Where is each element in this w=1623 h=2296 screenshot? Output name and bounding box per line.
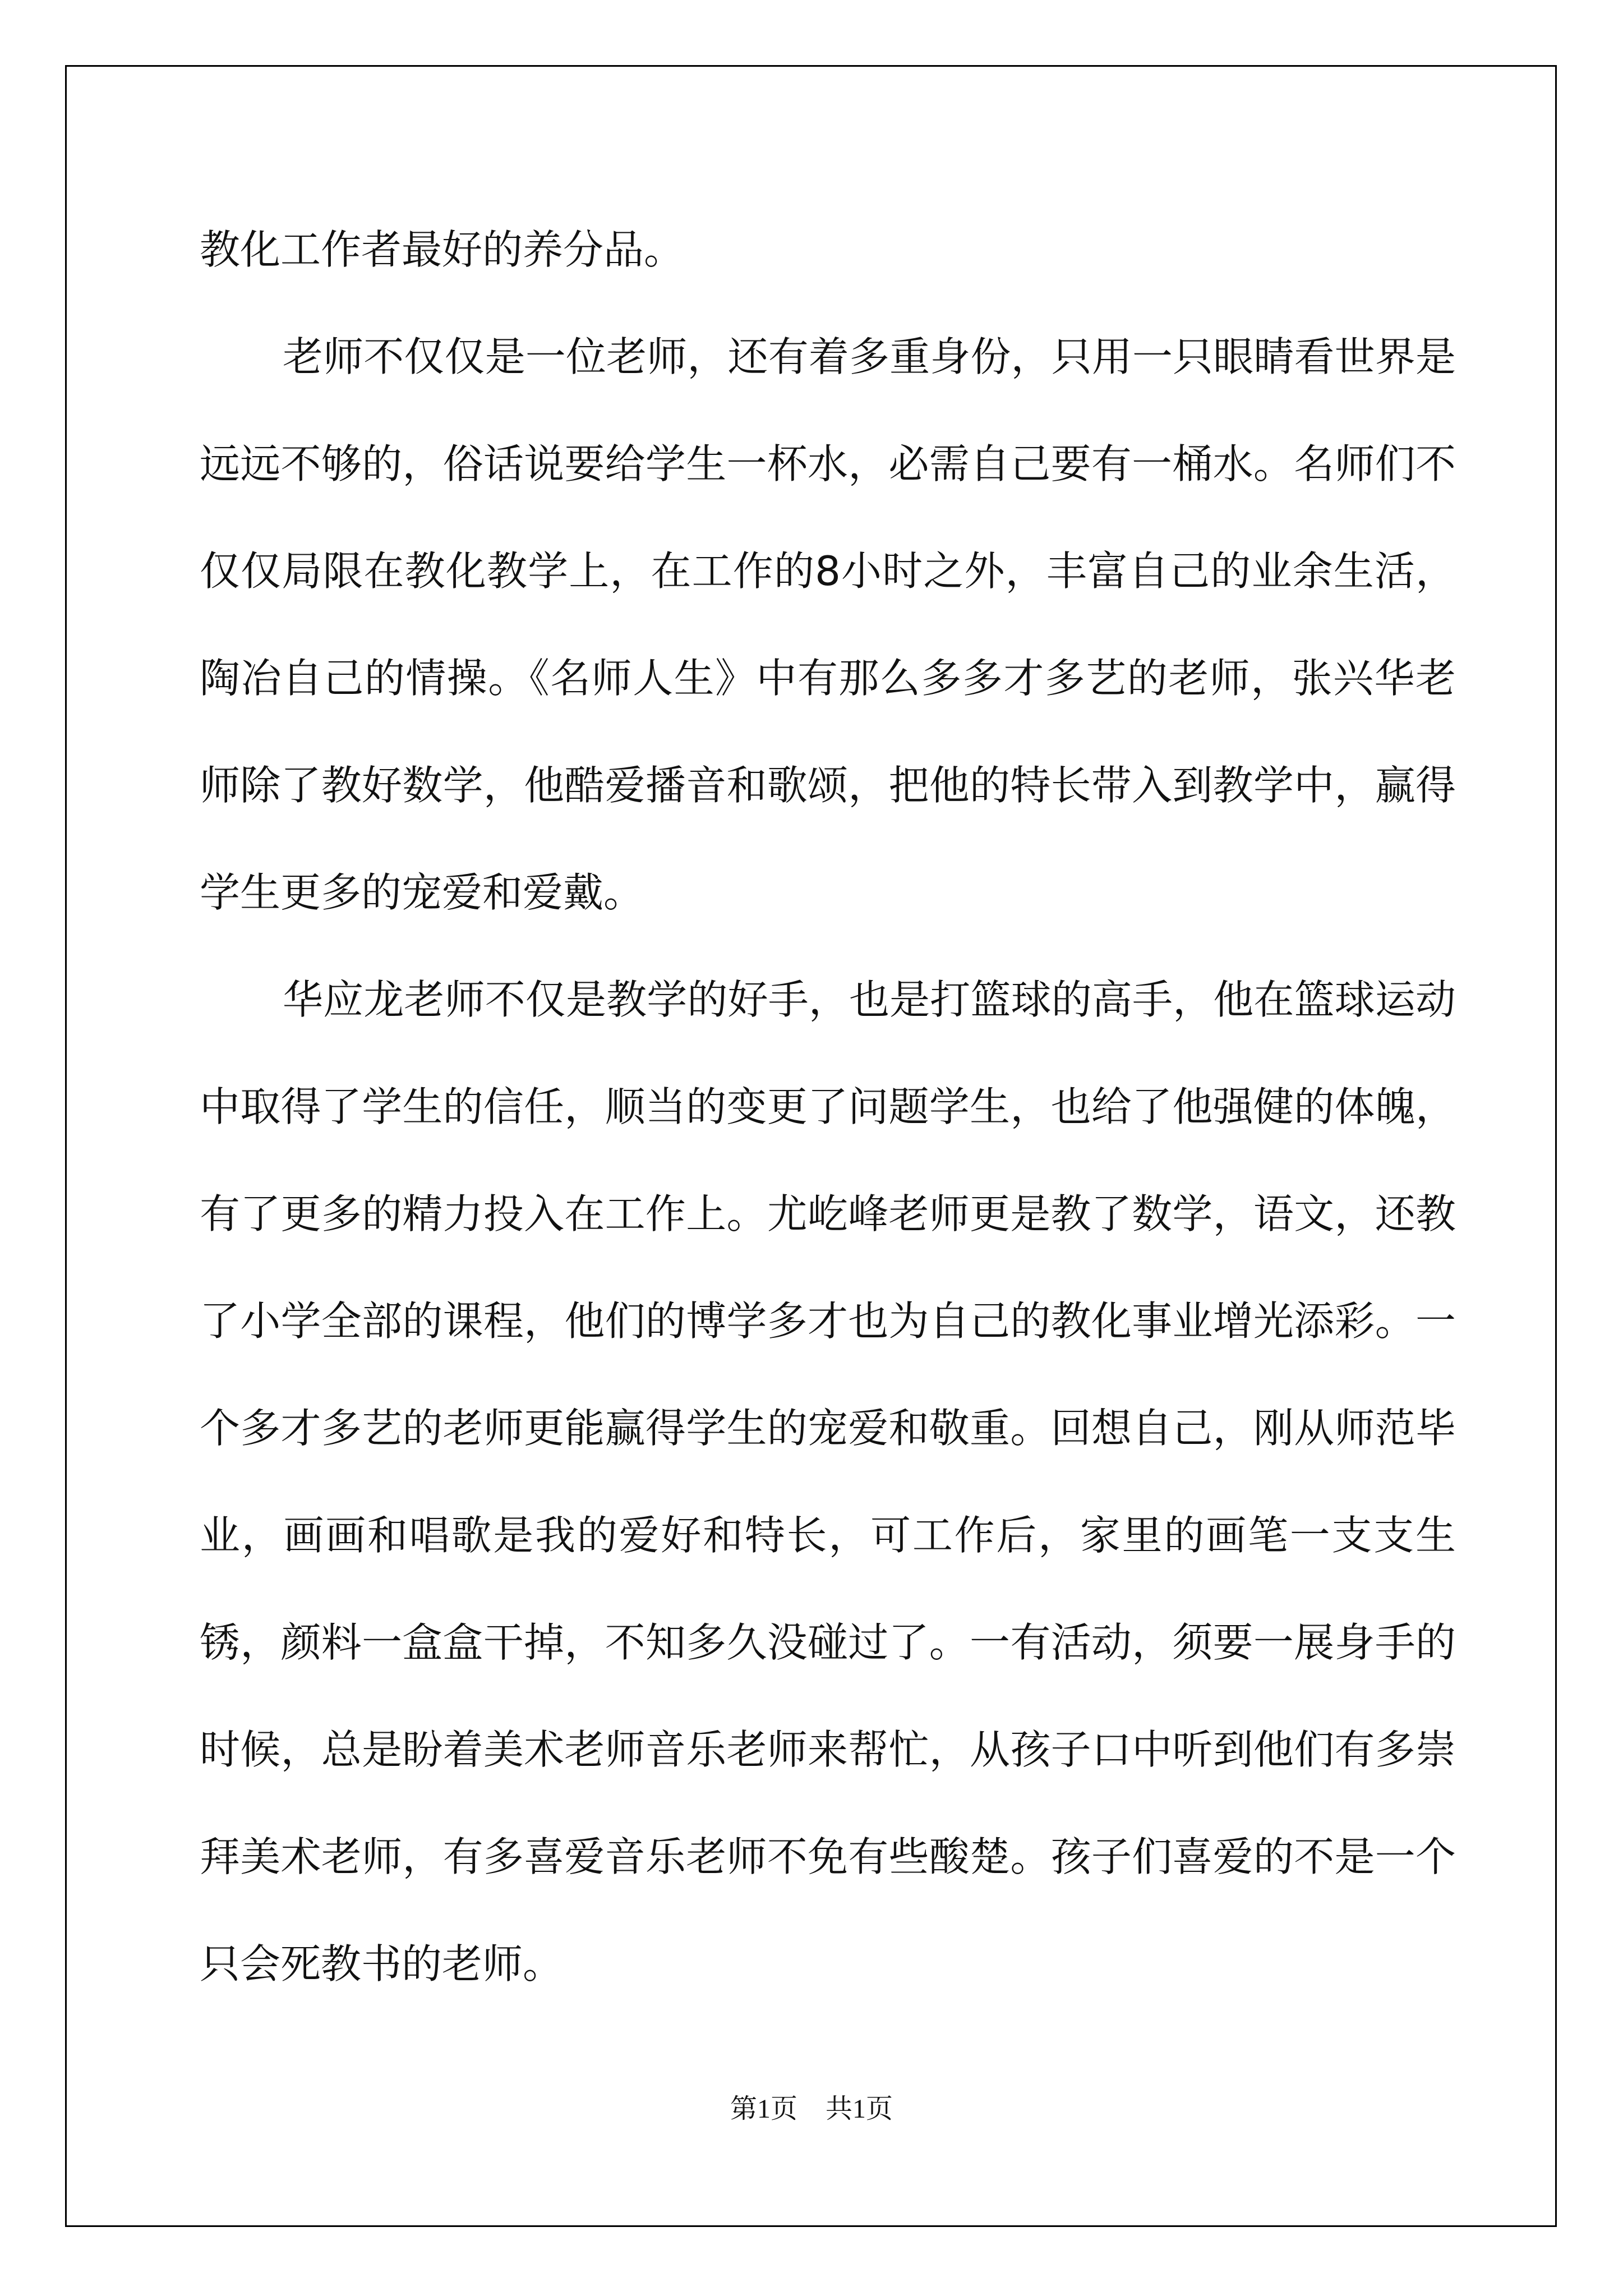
paragraph-multiple-identities: 老师不仅仅是一位老师，还有着多重身份，只用一只眼睛看世界是远远不够的，俗话说要给学生一杯水，必需自己要有一桶水。名师们不仅仅局限在教化教学上，在工作的8小时之外，丰富自己的业余生活，陶冶自己的情操。《名师人生》中有那么多多才多艺的老师，张兴华老师除了教好数学，他酷爱播音和歌颂，把他的特长带入到教学中，赢得学生更多的宠爱和爱戴。 — [200, 333, 1456, 916]
page-footer — [0, 2087, 1623, 2125]
document-body — [200, 196, 1456, 2018]
paragraph-versatile-teachers: 华应龙老师不仅是教学的好手，也是打篮球的高手，他在篮球运动中取得了学生的信任，顺当的变更了问题学生，也给了他强健的体魄，有了更多的精力投入在工作上。尤屹峰老师更是教了数学，语文，还教了小学全部的课程，他们的博学多才也为自己的教化事业增光添彩。一个多才多艺的老师更能赢得学生的宠爱和敬重。回想自己，刚从师范毕业，画画和唱歌是我的爱好和特长，可工作后，家里的画笔一支支生锈，颜料一盒盒干掉，不知多久没碰过了。一有活动，须要一展身手的时候，总是盼着美术老师音乐老师来帮忙，从孩子口中听到他们有多崇拜美术老师，有多喜爱音乐老师不免有些酸楚。孩子们喜爱的不是一个只会死教书的老师。 — [200, 976, 1456, 1987]
paragraph-continuation: 教化工作者最好的养分品。 — [200, 226, 685, 273]
page-number: 第1页 — [730, 2094, 797, 2124]
total-pages: 共1页 — [826, 2094, 893, 2124]
